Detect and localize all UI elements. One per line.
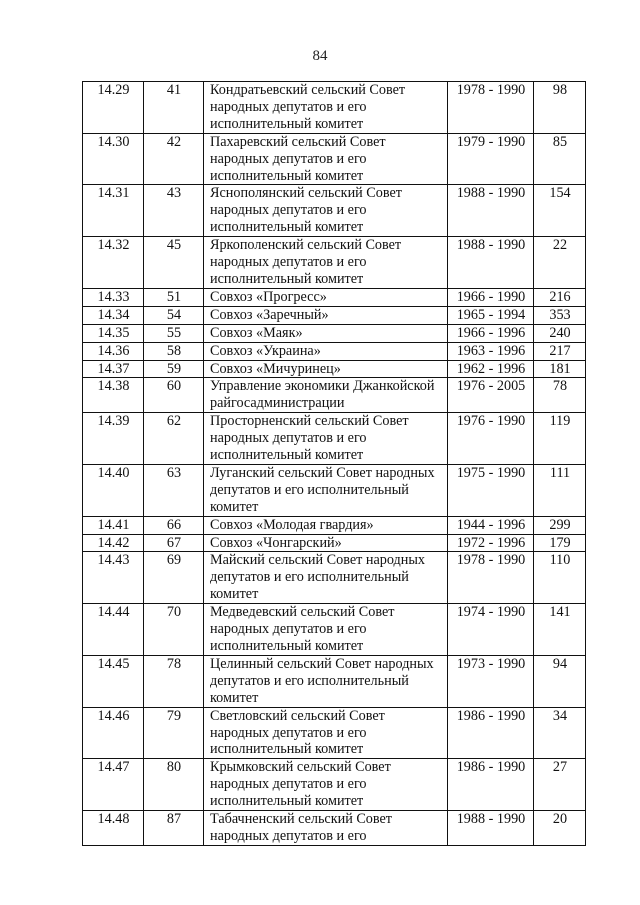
units-count-cell: 78 xyxy=(534,378,586,413)
table-body xyxy=(83,82,586,846)
years-cell: 1966 - 1990 xyxy=(448,288,534,306)
row-index-cell: 14.38 xyxy=(83,378,144,413)
row-index-cell: 14.46 xyxy=(83,707,144,759)
fund-name-cell: Майский сельский Совет народных депутатов и его исполнительный комитет xyxy=(204,552,448,604)
fund-number-cell: 43 xyxy=(144,185,204,237)
fund-name-cell: Яркополенский сельский Совет народных депутатов и его исполнительный комитет xyxy=(204,237,448,289)
fund-number-cell: 60 xyxy=(144,378,204,413)
units-count-cell: 34 xyxy=(534,707,586,759)
archive-fund-table xyxy=(82,81,586,846)
table-row xyxy=(83,516,586,534)
row-index-cell: 14.37 xyxy=(83,360,144,378)
units-count-cell: 94 xyxy=(534,655,586,707)
row-index-cell: 14.47 xyxy=(83,759,144,811)
table-row xyxy=(83,306,586,324)
units-count-cell: 98 xyxy=(534,82,586,134)
table-row xyxy=(83,342,586,360)
table-row xyxy=(83,82,586,134)
table-row xyxy=(83,133,586,185)
row-index-cell: 14.30 xyxy=(83,133,144,185)
fund-number-cell: 59 xyxy=(144,360,204,378)
fund-number-cell: 42 xyxy=(144,133,204,185)
fund-name-cell: Крымковский сельский Совет народных депутатов и его исполнительный комитет xyxy=(204,759,448,811)
table-row xyxy=(83,360,586,378)
row-index-cell: 14.36 xyxy=(83,342,144,360)
table-row xyxy=(83,759,586,811)
years-cell: 1978 - 1990 xyxy=(448,552,534,604)
fund-name-cell: Целинный сельский Совет народных депутатов и его исполнительный комитет xyxy=(204,655,448,707)
units-count-cell: 217 xyxy=(534,342,586,360)
fund-number-cell: 78 xyxy=(144,655,204,707)
table-row xyxy=(83,413,586,465)
page-number: 84 xyxy=(312,48,328,64)
units-count-cell: 27 xyxy=(534,759,586,811)
fund-number-cell: 66 xyxy=(144,516,204,534)
fund-number-cell: 80 xyxy=(144,759,204,811)
fund-number-cell: 45 xyxy=(144,237,204,289)
years-cell: 1988 - 1990 xyxy=(448,811,534,846)
years-cell: 1979 - 1990 xyxy=(448,133,534,185)
years-cell: 1963 - 1996 xyxy=(448,342,534,360)
units-count-cell: 179 xyxy=(534,534,586,552)
fund-name-cell: Пахаревский сельский Совет народных депутатов и его исполнительный комитет xyxy=(204,133,448,185)
fund-number-cell: 67 xyxy=(144,534,204,552)
fund-name-cell: Светловский сельский Совет народных депутатов и его исполнительный комитет xyxy=(204,707,448,759)
fund-name-cell: Совхоз «Чонгарский» xyxy=(204,534,448,552)
fund-name-cell: Совхоз «Украина» xyxy=(204,342,448,360)
fund-name-cell: Яснополянский сельский Совет народных депутатов и его исполнительный комитет xyxy=(204,185,448,237)
row-index-cell: 14.33 xyxy=(83,288,144,306)
years-cell: 1988 - 1990 xyxy=(448,185,534,237)
row-index-cell: 14.45 xyxy=(83,655,144,707)
units-count-cell: 119 xyxy=(534,413,586,465)
table-row xyxy=(83,604,586,656)
years-cell: 1965 - 1994 xyxy=(448,306,534,324)
years-cell: 1978 - 1990 xyxy=(448,82,534,134)
table-row xyxy=(83,288,586,306)
table-row xyxy=(83,811,586,846)
table-row xyxy=(83,534,586,552)
years-cell: 1986 - 1990 xyxy=(448,707,534,759)
table-row xyxy=(83,324,586,342)
row-index-cell: 14.40 xyxy=(83,464,144,516)
fund-name-cell: Просторненский сельский Совет народных депутатов и его исполнительный комитет xyxy=(204,413,448,465)
years-cell: 1988 - 1990 xyxy=(448,237,534,289)
row-index-cell: 14.32 xyxy=(83,237,144,289)
units-count-cell: 240 xyxy=(534,324,586,342)
row-index-cell: 14.29 xyxy=(83,82,144,134)
row-index-cell: 14.41 xyxy=(83,516,144,534)
years-cell: 1986 - 1990 xyxy=(448,759,534,811)
fund-number-cell: 69 xyxy=(144,552,204,604)
years-cell: 1966 - 1996 xyxy=(448,324,534,342)
units-count-cell: 353 xyxy=(534,306,586,324)
units-count-cell: 141 xyxy=(534,604,586,656)
fund-name-cell: Совхоз «Маяк» xyxy=(204,324,448,342)
years-cell: 1975 - 1990 xyxy=(448,464,534,516)
fund-number-cell: 63 xyxy=(144,464,204,516)
fund-name-cell: Совхоз «Заречный» xyxy=(204,306,448,324)
fund-name-cell: Медведевский сельский Совет народных депутатов и его исполнительный комитет xyxy=(204,604,448,656)
fund-name-cell: Совхоз «Мичуринец» xyxy=(204,360,448,378)
units-count-cell: 20 xyxy=(534,811,586,846)
table-row xyxy=(83,185,586,237)
row-index-cell: 14.44 xyxy=(83,604,144,656)
years-cell: 1972 - 1996 xyxy=(448,534,534,552)
fund-name-cell: Кондратьевский сельский Совет народных депутатов и его исполнительный комитет xyxy=(204,82,448,134)
row-index-cell: 14.34 xyxy=(83,306,144,324)
years-cell: 1974 - 1990 xyxy=(448,604,534,656)
fund-name-cell: Совхоз «Молодая гвардия» xyxy=(204,516,448,534)
units-count-cell: 299 xyxy=(534,516,586,534)
fund-number-cell: 58 xyxy=(144,342,204,360)
table-row xyxy=(83,464,586,516)
years-cell: 1962 - 1996 xyxy=(448,360,534,378)
table-row xyxy=(83,237,586,289)
row-index-cell: 14.31 xyxy=(83,185,144,237)
table-row xyxy=(83,378,586,413)
units-count-cell: 111 xyxy=(534,464,586,516)
table-row xyxy=(83,707,586,759)
units-count-cell: 216 xyxy=(534,288,586,306)
fund-name-cell: Луганский сельский Совет народных депутатов и его исполнительный комитет xyxy=(204,464,448,516)
fund-name-cell: Табачненский сельский Совет народных депутатов и его xyxy=(204,811,448,846)
fund-name-cell: Управление экономики Джанкойской райгосадминистрации xyxy=(204,378,448,413)
fund-number-cell: 62 xyxy=(144,413,204,465)
units-count-cell: 110 xyxy=(534,552,586,604)
fund-number-cell: 55 xyxy=(144,324,204,342)
fund-number-cell: 87 xyxy=(144,811,204,846)
fund-number-cell: 54 xyxy=(144,306,204,324)
row-index-cell: 14.48 xyxy=(83,811,144,846)
units-count-cell: 181 xyxy=(534,360,586,378)
table-row xyxy=(83,552,586,604)
table-row xyxy=(83,655,586,707)
fund-number-cell: 51 xyxy=(144,288,204,306)
row-index-cell: 14.43 xyxy=(83,552,144,604)
fund-number-cell: 79 xyxy=(144,707,204,759)
fund-number-cell: 41 xyxy=(144,82,204,134)
years-cell: 1976 - 1990 xyxy=(448,413,534,465)
units-count-cell: 85 xyxy=(534,133,586,185)
years-cell: 1944 - 1996 xyxy=(448,516,534,534)
fund-number-cell: 70 xyxy=(144,604,204,656)
row-index-cell: 14.39 xyxy=(83,413,144,465)
years-cell: 1976 - 2005 xyxy=(448,378,534,413)
years-cell: 1973 - 1990 xyxy=(448,655,534,707)
units-count-cell: 154 xyxy=(534,185,586,237)
fund-name-cell: Совхоз «Прогресс» xyxy=(204,288,448,306)
row-index-cell: 14.35 xyxy=(83,324,144,342)
units-count-cell: 22 xyxy=(534,237,586,289)
row-index-cell: 14.42 xyxy=(83,534,144,552)
